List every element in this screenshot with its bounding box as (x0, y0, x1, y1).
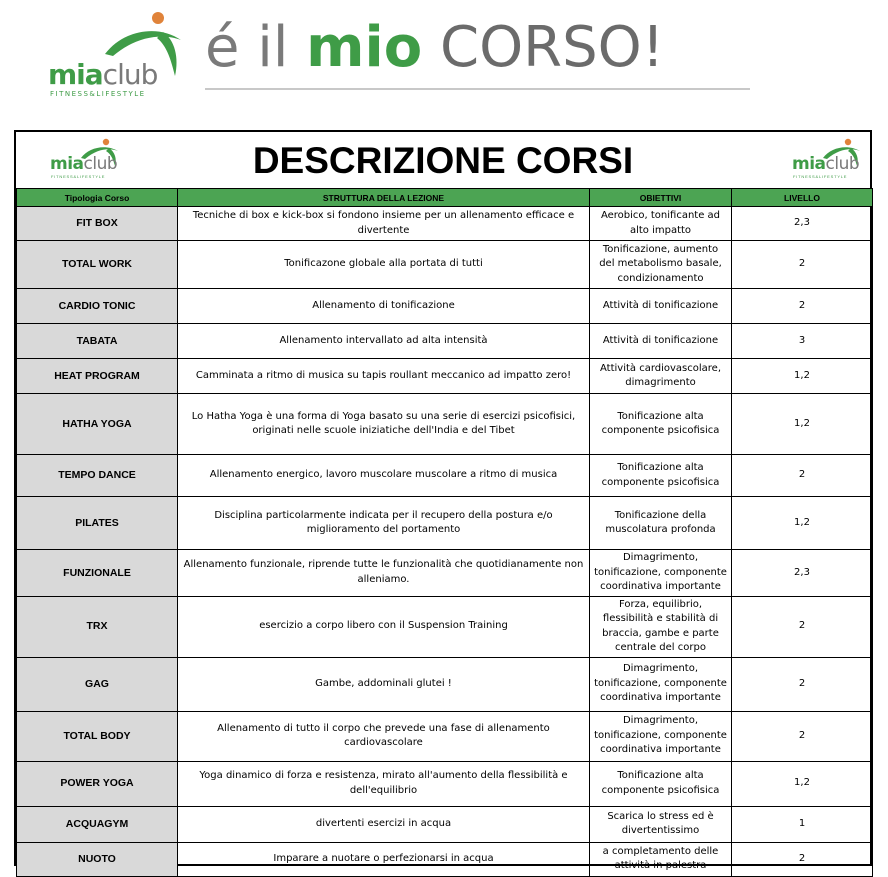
course-objectives: Tonificazione alta componente psicofisica (590, 394, 732, 455)
course-name: CARDIO TONIC (17, 289, 178, 324)
course-structure: Tonificazone globale alla portata di tutti (178, 241, 590, 289)
course-name: TRX (17, 596, 178, 657)
slogan (205, 8, 664, 88)
table-row (17, 207, 873, 241)
course-objectives: Dimagrimento, tonificazione, componente coordinativa importante (590, 550, 732, 597)
course-name: TOTAL WORK (17, 241, 178, 289)
table-row (17, 842, 873, 876)
course-structure: Gambe, addominali glutei ! (178, 657, 590, 711)
table-row (17, 550, 873, 597)
course-name: POWER YOGA (17, 761, 178, 806)
table-row (17, 289, 873, 324)
course-name: FUNZIONALE (17, 550, 178, 597)
table-row (17, 596, 873, 657)
table-header-row (17, 189, 873, 207)
course-objectives: a completamento delle attività in palestra (590, 842, 732, 876)
table-row (17, 806, 873, 842)
course-structure: divertenti esercizi in acqua (178, 806, 590, 842)
course-structure: Disciplina particolarmente indicata per il recupero della postura e/o miglioramento del portamento (178, 497, 590, 550)
course-structure: Imparare a nuotare o perfezionarsi in acqua (178, 842, 590, 876)
course-level: 2,3 (732, 207, 873, 241)
miaclub-logo (48, 10, 188, 98)
column-header-tipologia: Tipologia Corso (17, 189, 178, 207)
course-name: NUOTO (17, 842, 178, 876)
course-structure: Yoga dinamico di forza e resistenza, mirato all'aumento della flessibilità e dell'equilibrio (178, 761, 590, 806)
course-objectives: Scarica lo stress ed è divertentissimo (590, 806, 732, 842)
course-level: 2 (732, 289, 873, 324)
table-row (17, 657, 873, 711)
course-objectives: Forza, equilibrio, flessibilità e stabilità di braccia, gambe e parte centrale del corpo (590, 596, 732, 657)
course-level: 2,3 (732, 550, 873, 597)
small-logo-tagline: FITNESS&LIFESTYLE (51, 174, 106, 179)
column-header-struttura: STRUTTURA DELLA LEZIONE (178, 189, 590, 207)
course-objectives: Attività di tonificazione (590, 324, 732, 359)
course-name: TABATA (17, 324, 178, 359)
column-header-livello: LIVELLO (732, 189, 873, 207)
course-level: 2 (732, 842, 873, 876)
course-structure: Allenamento energico, lavoro muscolare muscolare a ritmo di musica (178, 455, 590, 497)
table-title: DESCRIZIONE CORSI (252, 140, 634, 181)
course-table-frame (14, 130, 872, 871)
course-level: 1,2 (732, 359, 873, 394)
table-row (17, 497, 873, 550)
course-objectives: Aerobico, tonificante ad alto impatto (590, 207, 732, 241)
course-structure: Lo Hatha Yoga è una forma di Yoga basato su una serie di esercizi psicofisici, originati nelle scuole iniziatiche dell'India e del Tibet (178, 394, 590, 455)
course-structure: Allenamento funzionale, riprende tutte le funzionalità che quotidianamente non alleniamo. (178, 550, 590, 597)
course-name: PILATES (17, 497, 178, 550)
slogan-divider (205, 88, 750, 90)
course-structure: Tecniche di box e kick-box si fondono insieme per un allenamento efficace e divertente (178, 207, 590, 241)
course-level: 1,2 (732, 761, 873, 806)
course-name: HATHA YOGA (17, 394, 178, 455)
course-level: 2 (732, 711, 873, 761)
course-name: ACQUAGYM (17, 806, 178, 842)
course-level: 2 (732, 455, 873, 497)
course-structure: Allenamento di tonificazione (178, 289, 590, 324)
table-row (17, 359, 873, 394)
course-structure: Allenamento di tutto il corpo che prevede una fase di allenamento cardiovascolare (178, 711, 590, 761)
course-level: 2 (732, 596, 873, 657)
course-name: TOTAL BODY (17, 711, 178, 761)
small-logo-tagline: FITNESS&LIFESTYLE (793, 174, 848, 179)
table-title-row (16, 132, 870, 188)
small-logo-wordmark: miaclub (50, 154, 118, 174)
course-name: FIT BOX (17, 207, 178, 241)
table-row (17, 394, 873, 455)
course-structure: Allenamento intervallato ad alta intensità (178, 324, 590, 359)
table-row (17, 455, 873, 497)
course-level: 1,2 (732, 497, 873, 550)
course-name: HEAT PROGRAM (17, 359, 178, 394)
small-logo-right (792, 138, 872, 182)
course-objectives: Tonificazione della muscolatura profonda (590, 497, 732, 550)
logo-wordmark: miaclub (48, 58, 158, 91)
course-structure: esercizio a corpo libero con il Suspension Training (178, 596, 590, 657)
course-objectives: Dimagrimento, tonificazione, componente coordinativa importante (590, 657, 732, 711)
course-name: GAG (17, 657, 178, 711)
course-name: TEMPO DANCE (17, 455, 178, 497)
course-objectives: Dimagrimento, tonificazione, componente coordinativa importante (590, 711, 732, 761)
slogan-part1: é il (205, 15, 307, 80)
slogan-part3: CORSO! (422, 15, 665, 80)
table-row (17, 241, 873, 289)
course-objectives: Tonificazione alta componente psicofisica (590, 455, 732, 497)
course-level: 2 (732, 657, 873, 711)
course-level: 3 (732, 324, 873, 359)
table-row (17, 761, 873, 806)
course-objectives: Tonificazione, aumento del metabolismo basale, condizionamento (590, 241, 732, 289)
logo-tagline: FITNESS&LIFESTYLE (50, 90, 146, 98)
course-table (16, 188, 873, 877)
table-row (17, 324, 873, 359)
course-level: 1 (732, 806, 873, 842)
slogan-part2: mio (306, 15, 423, 80)
column-header-obiettivi: OBIETTIVI (590, 189, 732, 207)
table-row (17, 711, 873, 761)
course-structure: Camminata a ritmo di musica su tapis roullant meccanico ad impatto zero! (178, 359, 590, 394)
course-objectives: Attività di tonificazione (590, 289, 732, 324)
course-level: 2 (732, 241, 873, 289)
small-logo-wordmark: miaclub (792, 154, 860, 174)
course-objectives: Tonificazione alta componente psicofisica (590, 761, 732, 806)
course-level: 1,2 (732, 394, 873, 455)
course-objectives: Attività cardiovascolare, dimagrimento (590, 359, 732, 394)
